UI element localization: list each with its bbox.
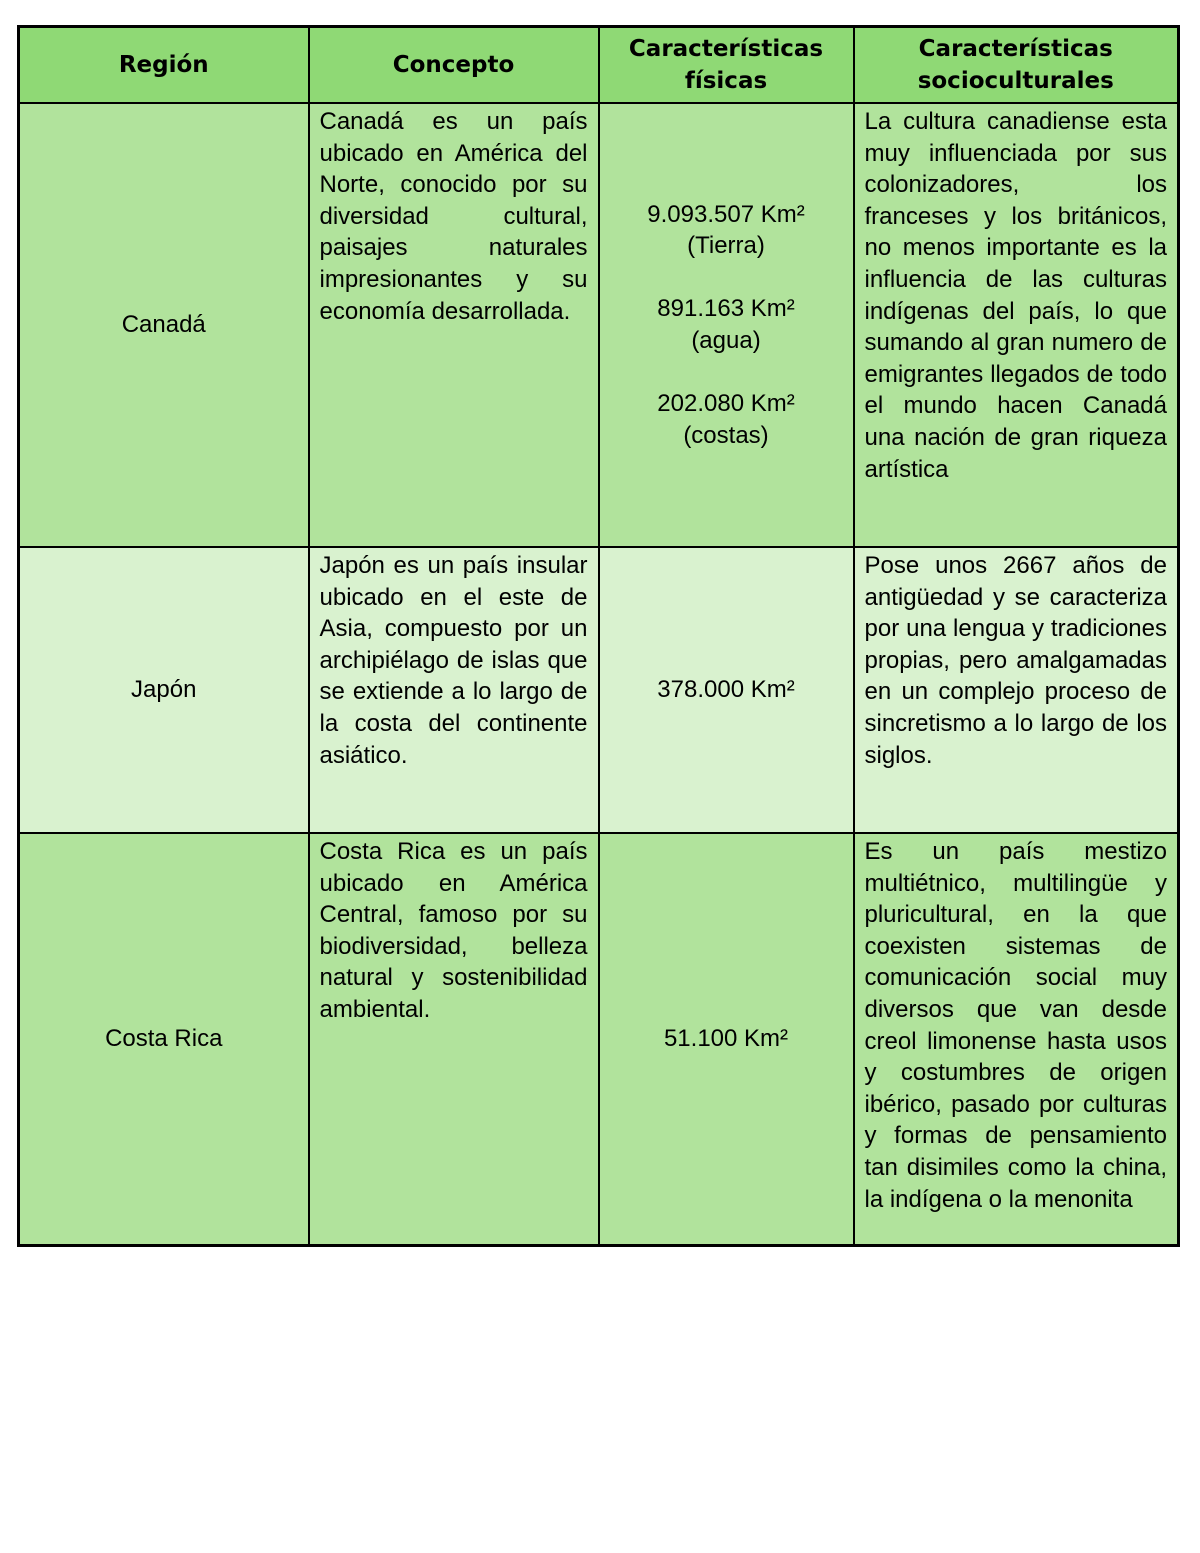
area-item — [600, 199, 853, 262]
table-row — [19, 833, 1179, 1246]
area-value: 51.100 Km² — [663, 1025, 789, 1053]
concept-cell: Canadá es un país ubicado en América del Norte, conocido por su diversidad cultural, paisajes naturales impresionantes y su economía desarrollada. — [309, 103, 599, 547]
header-sociocultural — [854, 27, 1179, 104]
region-cell: Canadá — [19, 103, 309, 547]
area-note: (agua) — [691, 327, 761, 354]
comparison-table — [17, 25, 1180, 1247]
document-page — [17, 25, 1177, 1247]
physical-cell — [599, 547, 854, 833]
concept-cell: Japón es un país insular ubicado en el este de Asia, compuesto por un archipiélago de islas que se extiende a lo largo de la costa del continente asiático. — [309, 547, 599, 833]
region-cell: Japón — [19, 547, 309, 833]
sociocultural-cell: La cultura canadiense esta muy influenciada por sus colonizadores, los franceses y los británicos, no menos importante es la influencia de las culturas indígenas del país, lo que sumando al gran numero de emigrantes llegados de todo el mundo hacen Canadá una nación de gran riqueza artística — [854, 103, 1179, 547]
physical-cell — [599, 833, 854, 1246]
header-sociocultural-line2: socioculturales — [917, 68, 1114, 94]
area-value: 202.080 Km² — [657, 390, 795, 418]
header-physical — [599, 27, 854, 104]
region-cell: Costa Rica — [19, 833, 309, 1246]
area-item — [600, 293, 853, 356]
header-concept — [309, 27, 599, 104]
concept-cell: Costa Rica es un país ubicado en América Central, famoso por su biodiversidad, belleza natural y sostenibilidad ambiental. — [309, 833, 599, 1246]
area-note: (Tierra) — [687, 232, 765, 260]
header-physical-line1: Características — [628, 36, 824, 62]
table-row — [19, 547, 1179, 833]
area-value: 9.093.507 Km² — [647, 200, 805, 228]
header-region — [19, 27, 309, 104]
sociocultural-cell: Pose unos 2667 años de antigüedad y se caracteriza por una lengua y tradiciones propias, pero amalgamadas en un complejo proceso de sincretismo a lo largo de los siglos. — [854, 547, 1179, 833]
physical-cell — [599, 103, 854, 547]
area-value: 378.000 Km² — [657, 676, 795, 704]
header-concept-label: Concepto — [392, 52, 515, 78]
table-header-row — [19, 27, 1179, 104]
area-note: (costas) — [683, 421, 769, 449]
sociocultural-cell: Es un país mestizo multiétnico, multilingüe y pluricultural, en la que coexisten sistemas de comunicación social muy diversos que van desde creol limonense hasta usos y costumbres de origen ibérico, pasado por culturas y formas de pensamiento tan disimiles como la china, la indígena o la menonita — [854, 833, 1179, 1246]
area-value: 891.163 Km² — [657, 295, 795, 323]
table-row — [19, 103, 1179, 547]
header-physical-line2: físicas — [684, 68, 768, 94]
area-item — [600, 388, 853, 451]
header-region-label: Región — [118, 52, 209, 78]
header-sociocultural-line1: Características — [918, 36, 1113, 62]
